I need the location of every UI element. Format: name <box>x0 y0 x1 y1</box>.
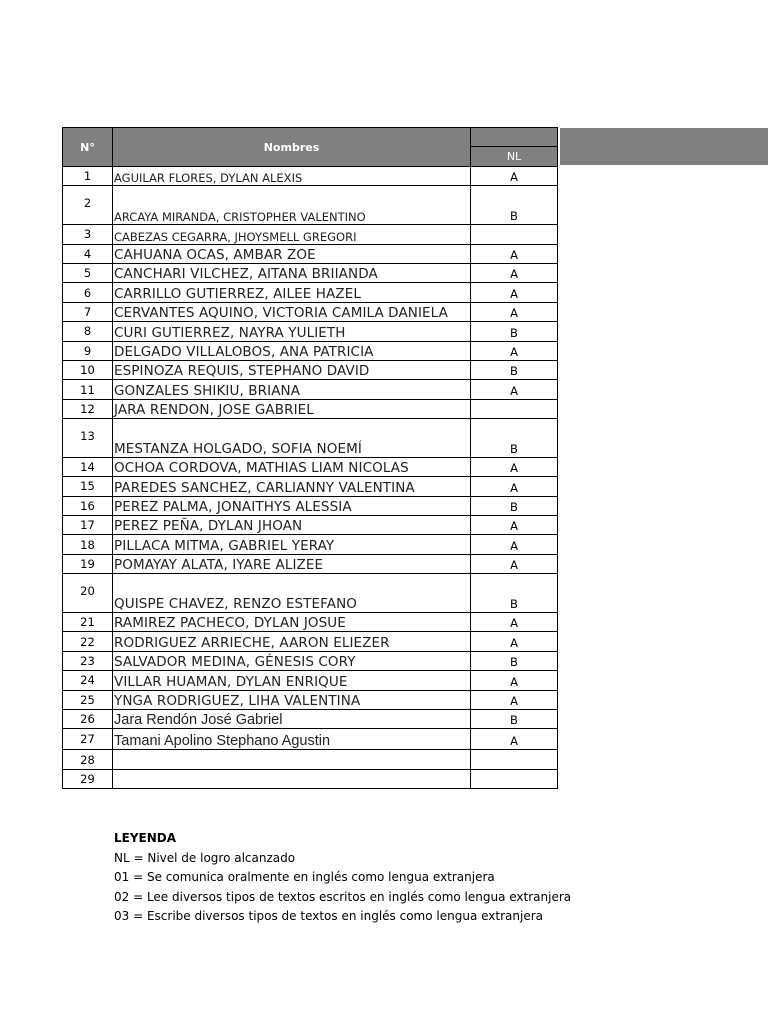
student-name <box>113 750 471 769</box>
table-row <box>63 225 558 244</box>
achievement-level <box>471 750 558 769</box>
achievement-level: A <box>471 554 558 573</box>
table-row <box>63 769 558 788</box>
table-row <box>63 651 558 670</box>
student-name: MESTANZA HOLGADO, SOFIA NOEMÍ <box>113 419 471 458</box>
row-number: 22 <box>63 632 113 651</box>
row-number: 5 <box>63 263 113 282</box>
achievement-level: B <box>471 186 558 225</box>
table-row <box>63 574 558 613</box>
row-number: 11 <box>63 380 113 399</box>
legend-line: 01 = Se comunica oralmente en inglés como lengua extranjera <box>114 870 495 884</box>
table-row <box>63 419 558 458</box>
achievement-level: A <box>471 283 558 302</box>
row-number: 3 <box>63 225 113 244</box>
student-name: CURI GUTIERREZ, NAYRA YULIETH <box>113 322 471 341</box>
achievement-level: A <box>471 535 558 554</box>
student-name: PAREDES SANCHEZ, CARLIANNY VALENTINA <box>113 477 471 496</box>
achievement-level: B <box>471 574 558 613</box>
achievement-level: A <box>471 729 558 750</box>
table-row <box>63 477 558 496</box>
row-number: 10 <box>63 360 113 379</box>
achievement-level: B <box>471 322 558 341</box>
table-row <box>63 516 558 535</box>
achievement-level: B <box>471 360 558 379</box>
table-row <box>63 496 558 515</box>
table-row <box>63 302 558 321</box>
achievement-level: A <box>471 613 558 632</box>
achievement-level <box>471 225 558 244</box>
achievement-level: A <box>471 380 558 399</box>
row-number: 2 <box>63 186 113 225</box>
achievement-level: A <box>471 516 558 535</box>
table-row <box>63 360 558 379</box>
row-number: 4 <box>63 244 113 263</box>
table-row <box>63 457 558 476</box>
achievement-level <box>471 769 558 788</box>
row-number: 13 <box>63 419 113 458</box>
row-number: 9 <box>63 341 113 360</box>
student-name: GONZALES SHIKIU, BRIANA <box>113 380 471 399</box>
legend-title: LEYENDA <box>114 831 177 845</box>
achievement-level: A <box>471 632 558 651</box>
table-row <box>63 186 558 225</box>
student-name: DELGADO VILLALOBOS, ANA PATRICIA <box>113 341 471 360</box>
legend-line: 02 = Lee diversos tipos de textos escritos en inglés como lengua extranjera <box>114 889 572 904</box>
student-name: ARCAYA MIRANDA, CRISTOPHER VALENTINO <box>113 186 471 225</box>
student-name: SALVADOR MEDINA, GÉNESIS CORY <box>113 651 471 670</box>
student-name: CANCHARI VILCHEZ, AITANA BRIIANDA <box>113 263 471 282</box>
student-name: VILLAR HUAMAN, DYLAN ENRIQUE <box>113 671 471 690</box>
header-number: N° <box>63 128 113 167</box>
achievement-level: B <box>471 496 558 515</box>
student-name: AGUILAR FLORES, DYLAN ALEXIS <box>113 167 471 186</box>
student-name: CARRILLO GUTIERREZ, AILEE HAZEL <box>113 283 471 302</box>
table-row <box>63 729 558 750</box>
row-number: 23 <box>63 651 113 670</box>
student-name: Tamani Apolino Stephano Agustin <box>113 729 471 750</box>
table-row <box>63 380 558 399</box>
table-row <box>63 554 558 573</box>
student-name: CAHUANA OCAS, AMBAR ZOE <box>113 244 471 263</box>
row-number: 20 <box>63 574 113 613</box>
table-row <box>63 750 558 769</box>
table-row <box>63 671 558 690</box>
row-number: 14 <box>63 457 113 476</box>
student-rows <box>63 167 558 789</box>
student-name: PILLACA MITMA, GABRIEL YERAY <box>113 535 471 554</box>
header-band-extension <box>560 128 768 165</box>
student-table-container <box>62 127 558 789</box>
student-name: RODRIGUEZ ARRIECHE, AARON ELIEZER <box>113 632 471 651</box>
student-name <box>113 769 471 788</box>
table-row <box>63 709 558 728</box>
achievement-level: A <box>471 341 558 360</box>
achievement-level: A <box>471 263 558 282</box>
row-number: 25 <box>63 690 113 709</box>
header-names: Nombres <box>113 128 471 167</box>
legend-line: 03 = Escribe diversos tipos de textos en inglés como lengua extranjera <box>114 909 543 923</box>
row-number: 19 <box>63 554 113 573</box>
table-row <box>63 283 558 302</box>
student-name: POMAYAY ALATA, IYARE ALIZEE <box>113 554 471 573</box>
achievement-level: B <box>471 709 558 728</box>
achievement-level: B <box>471 651 558 670</box>
row-number: 24 <box>63 671 113 690</box>
table-row <box>63 535 558 554</box>
legend-line: NL = Nivel de logro alcanzado <box>114 850 296 865</box>
student-name: YNGA RODRIGUEZ, LIHA VALENTINA <box>113 690 471 709</box>
row-number: 8 <box>63 322 113 341</box>
row-number: 6 <box>63 283 113 302</box>
student-name: ESPINOZA REQUIS, STEPHANO DAVID <box>113 360 471 379</box>
achievement-level: A <box>471 690 558 709</box>
student-name: QUISPE CHAVEZ, RENZO ESTEFANO <box>113 574 471 613</box>
row-number: 27 <box>63 729 113 750</box>
table-row <box>63 263 558 282</box>
row-number: 7 <box>63 302 113 321</box>
row-number: 28 <box>63 750 113 769</box>
student-name: CERVANTES AQUINO, VICTORIA CAMILA DANIELA <box>113 302 471 321</box>
legend <box>114 829 571 927</box>
row-number: 1 <box>63 167 113 186</box>
achievement-level: A <box>471 244 558 263</box>
table-row <box>63 167 558 186</box>
student-table <box>62 127 558 789</box>
student-name: PEREZ PALMA, JONAITHYS ALESSIA <box>113 496 471 515</box>
row-number: 12 <box>63 399 113 418</box>
row-number: 21 <box>63 613 113 632</box>
row-number: 26 <box>63 709 113 728</box>
student-name: Jara Rendón José Gabriel <box>113 709 471 728</box>
row-number: 17 <box>63 516 113 535</box>
table-row <box>63 690 558 709</box>
student-name: OCHOA CORDOVA, MATHIAS LIAM NICOLAS <box>113 457 471 476</box>
table-row <box>63 322 558 341</box>
achievement-level: A <box>471 477 558 496</box>
student-name: JARA RENDON, JOSE GABRIEL <box>113 399 471 418</box>
achievement-level <box>471 399 558 418</box>
row-number: 15 <box>63 477 113 496</box>
achievement-level: A <box>471 671 558 690</box>
header-group <box>471 128 558 147</box>
achievement-level: B <box>471 419 558 458</box>
header-level: NL <box>471 147 558 167</box>
student-name: CABEZAS CEGARRA, JHOYSMELL GREGORI <box>113 225 471 244</box>
table-row <box>63 613 558 632</box>
table-row <box>63 341 558 360</box>
row-number: 29 <box>63 769 113 788</box>
row-number: 16 <box>63 496 113 515</box>
table-row <box>63 399 558 418</box>
table-row <box>63 244 558 263</box>
achievement-level: A <box>471 457 558 476</box>
table-row <box>63 632 558 651</box>
row-number: 18 <box>63 535 113 554</box>
achievement-level: A <box>471 302 558 321</box>
student-name: PEREZ PEÑA, DYLAN JHOAN <box>113 516 471 535</box>
achievement-level: A <box>471 167 558 186</box>
student-name: RAMIREZ PACHECO, DYLAN JOSUE <box>113 613 471 632</box>
